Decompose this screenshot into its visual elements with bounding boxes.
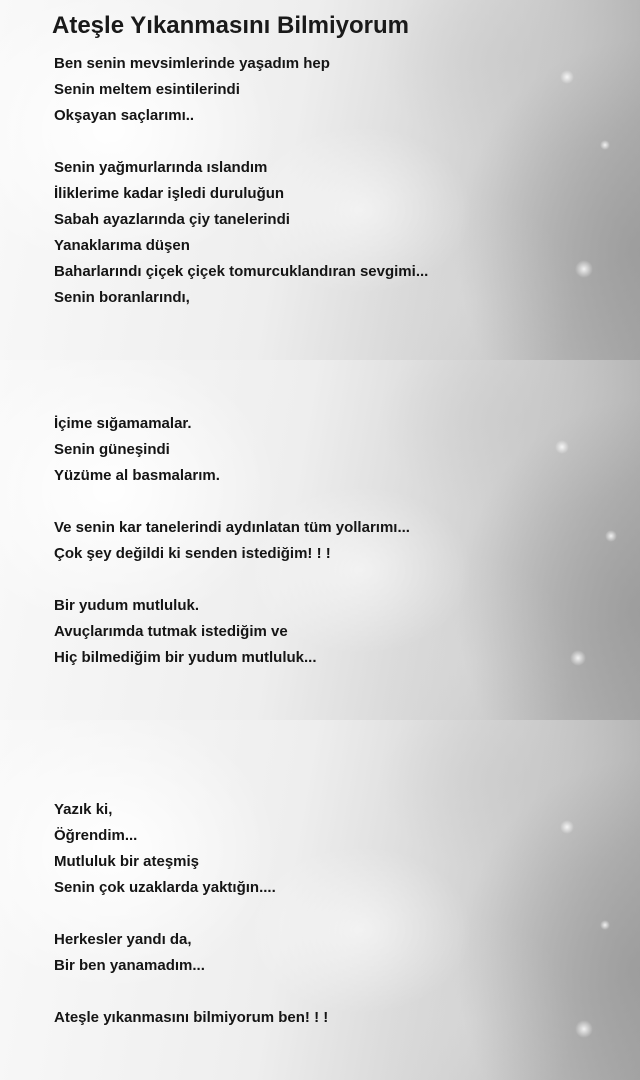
poem-line: Okşayan saçlarımı.. xyxy=(54,107,195,124)
poem-title: Ateşle Yıkanmasını Bilmiyorum xyxy=(52,12,410,39)
sparkle-decoration xyxy=(600,920,610,930)
stanza-5 xyxy=(54,593,317,671)
poem-line: Baharlarındı çiçek çiçek tomurcuklandıran sevgimi... xyxy=(54,263,429,280)
poem-line: Yanaklarıma düşen xyxy=(54,237,190,254)
poem-line: Yazık ki, xyxy=(54,801,113,818)
poem-line: Senin güneşindi xyxy=(54,441,170,458)
poem-line: Ateşle yıkanmasını bilmiyorum ben! ! ! xyxy=(54,1009,329,1026)
poem-line: Hiç bilmediğim bir yudum mutluluk... xyxy=(54,649,317,666)
stanza-7 xyxy=(54,927,205,979)
stanza-4 xyxy=(54,515,410,567)
poem-line: Bir yudum mutluluk. xyxy=(54,597,200,614)
poem-line: Öğrendim... xyxy=(54,827,138,844)
stanza-6 xyxy=(54,797,276,901)
stanza-8 xyxy=(54,1005,328,1031)
poem-line: Senin yağmurlarında ıslandım xyxy=(54,159,268,176)
poem-image-panel-1 xyxy=(0,0,640,360)
poem-line: Bir ben yanamadım... xyxy=(54,957,205,974)
poem-line: Ben senin mevsimlerinde yaşadım hep xyxy=(54,55,330,72)
sparkle-decoration xyxy=(575,1020,593,1038)
poem-image-panel-2 xyxy=(0,360,640,720)
poem-line: Sabah ayazlarında çiy tanelerindi xyxy=(54,211,290,228)
poem-line: Senin meltem esintilerindi xyxy=(54,81,240,98)
poem-line: Senin boranlarındı, xyxy=(54,289,190,306)
sparkle-decoration xyxy=(575,260,593,278)
poem-line: Herkesler yandı da, xyxy=(54,931,192,948)
poem-image-panel-3 xyxy=(0,720,640,1080)
sparkle-decoration xyxy=(605,530,617,542)
sparkle-decoration xyxy=(560,70,574,84)
stanza-2 xyxy=(54,155,428,311)
stanza-3 xyxy=(54,411,220,489)
sparkle-decoration xyxy=(560,820,574,834)
poem-line: Çok şey değildi ki senden istediğim! ! ! xyxy=(54,545,331,562)
sparkle-decoration xyxy=(555,440,569,454)
poem-line: Yüzüme al basmalarım. xyxy=(54,467,220,484)
poem-line: Mutluluk bir ateşmiş xyxy=(54,853,200,870)
poem-line: İliklerime kadar işledi duruluğun xyxy=(54,185,285,202)
poem-line: Senin çok uzaklarda yaktığın.... xyxy=(54,879,276,896)
sparkle-decoration xyxy=(600,140,610,150)
poem-line: Ve senin kar tanelerindi aydınlatan tüm yollarımı... xyxy=(54,519,410,536)
poem-line: Avuçlarımda tutmak istediğim ve xyxy=(54,623,288,640)
poem-line: İçime sığamamalar. xyxy=(54,415,192,432)
sparkle-decoration xyxy=(570,650,586,666)
stanza-1 xyxy=(54,51,330,129)
